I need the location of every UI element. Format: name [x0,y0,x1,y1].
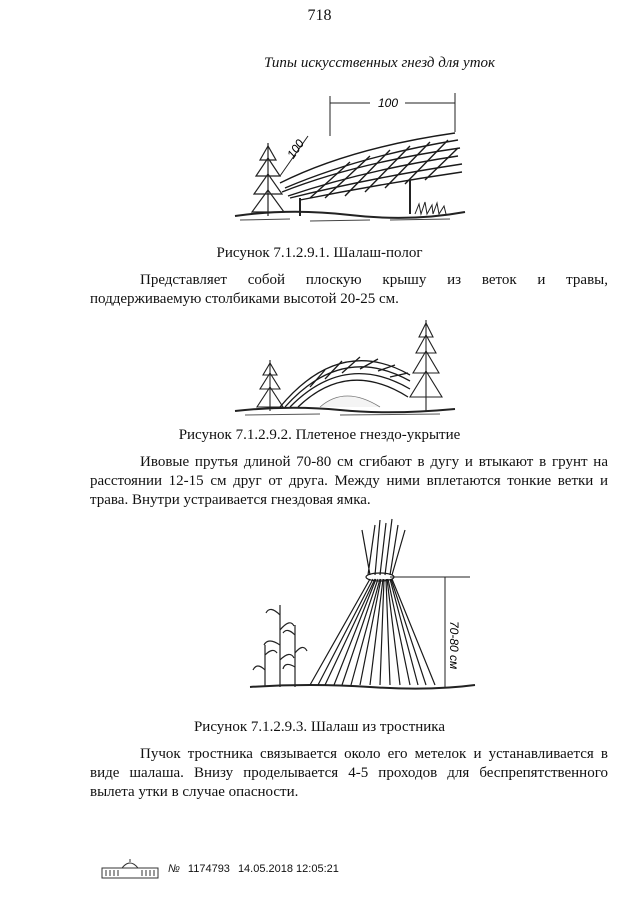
footer-doc-id: 1174793 [187,863,230,875]
paragraph-3 [90,745,608,802]
paragraph-1 [90,271,608,309]
paragraph-2-text: Ивовые прутья длиной 70-80 см сгибают в дугу и втыкают в грунт на расстоянии 12-15 см друг от друга. Между ними вплетаются тонкие ветки и трава. Внутри устраивается гнездовая ямка. [90,454,608,508]
paragraph-1-line-2: поддерживаемую столбиками высотой 20-25 см. [90,291,399,307]
caption-figure-1: Рисунок 7.1.2.9.1. Шалаш-полог [216,245,423,261]
footer-mark: № [168,863,180,875]
dimension-top-label: 100 [378,96,399,110]
figure-reed-shelter [230,515,490,705]
reed-bundle [310,519,435,685]
caption-figure-3: Рисунок 7.1.2.9.3. Шалаш из тростника [193,719,446,735]
paragraph-1-line-1: Представляет собой плоскую крышу из веток и травы, [140,272,608,288]
caption-figure-2: Рисунок 7.1.2.9.2. Плетеное гнездо-укрытие [178,427,461,443]
paragraph-3-text: Пучок тростника связывается около его метелок и устанавливается в виде шалаша. Внизу проделывается 4-5 проходов для беспрепятственного вылета утки в случае опасности. [90,746,608,800]
reeds-left [253,605,307,687]
figure-woven-nest [230,315,460,420]
building-logo-icon [100,858,160,880]
footer-datetime: 14.05.2018 12:05:21 [237,863,339,875]
dimension-side-label: 100 [284,136,308,162]
roof-thatch [280,133,462,200]
figure-shalash-polog [230,88,470,228]
page-heading: Типы искусственных гнезд для уток [263,55,496,71]
tree-left [257,360,283,411]
footer [100,858,339,880]
paragraph-2 [90,453,608,510]
dimension-height-label: 70-80 см [447,621,461,670]
page-number: 718 [307,7,332,24]
tree-right [410,320,442,411]
tree-left [252,143,284,216]
